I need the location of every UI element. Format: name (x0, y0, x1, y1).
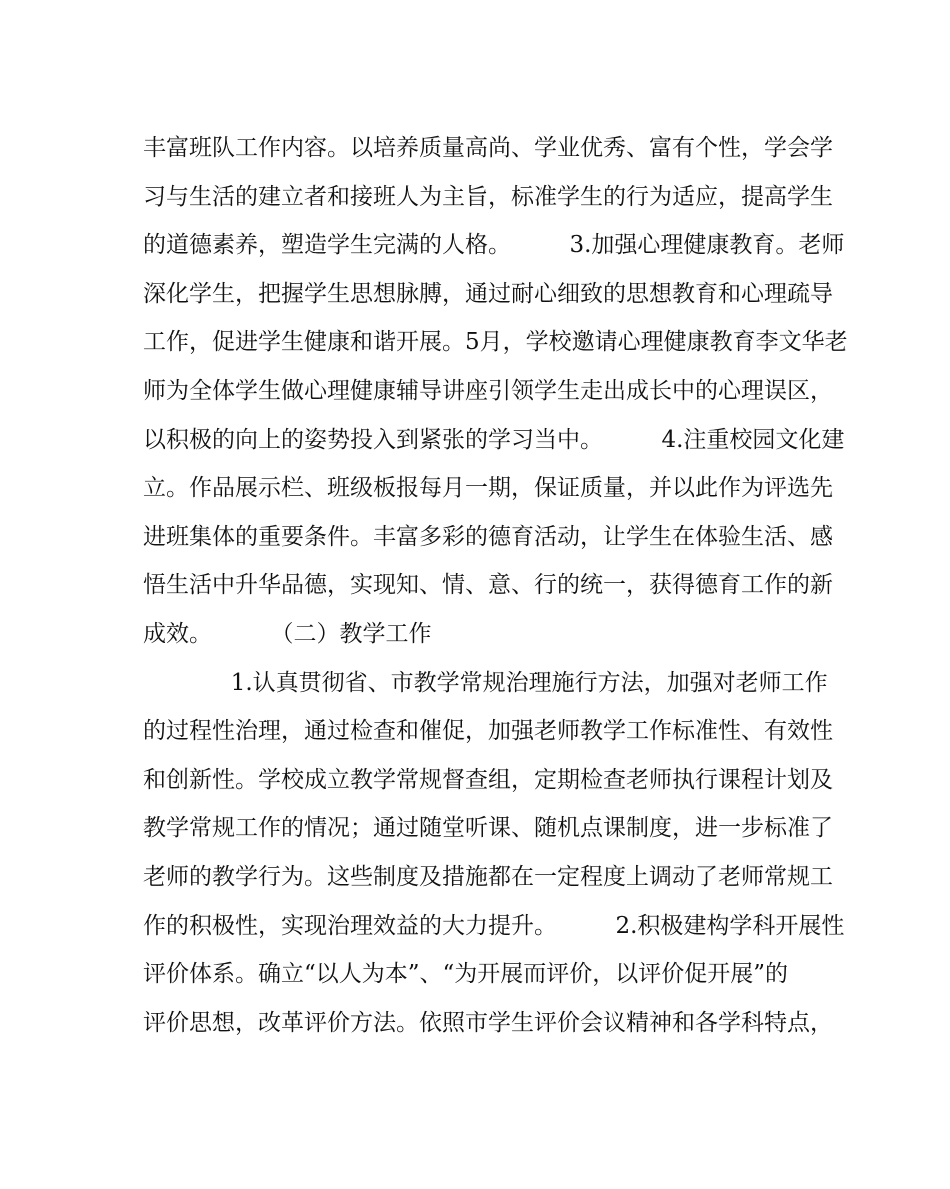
text-line-4: 深化学生，把握学生思想脉膊，通过耐心细致的思想教育和心理疏导 (143, 280, 833, 307)
text-line-13: 的过程性治理，通过检查和催促，加强老师教学工作标准性、有效性 (143, 718, 833, 745)
text-line-18: 评价体系。确立“以人为本”、“为开展而评价，以评价促开展”的 (143, 961, 789, 988)
text-line-10: 悟生活中升华品德，实现知、情、意、行的统一，获得德育工作的新 (143, 572, 833, 599)
text-line-12: 1.认真贯彻省、市教学常规治理施行方法，加强对老师工作 (143, 669, 828, 696)
text-line-1: 丰富班队工作内容。以培养质量高尚、学业优秀、富有个性，学会学 (143, 135, 833, 161)
text-line-17: 作的积极性，实现治理效益的大力提升。 2.积极建构学科开展性 (143, 912, 845, 939)
text-line-11: 成效。 （二）教学工作 (143, 620, 432, 647)
text-line-5: 工作，促进学生健康和谐开展。5月，学校邀请心理健康教育李文华老 (143, 329, 848, 356)
text-line-15: 教学常规工作的情况；通过随堂听课、随机点课制度，进一步标准了 (143, 815, 833, 842)
text-line-2: 习与生活的建立者和接班人为主旨，标准学生的行为适应，提高学生 (143, 183, 833, 210)
text-line-19: 评价思想，改革评价方法。依照市学生评价会议精神和各学科特点， (143, 1009, 833, 1036)
text-line-9: 进班集体的重要条件。丰富多彩的德育活动，让学生在体验生活、感 (143, 523, 833, 550)
text-line-14: 和创新性。学校成立教学常规督查组，定期检查老师执行课程计划及 (143, 766, 833, 793)
text-line-8: 立。作品展示栏、班级板报每月一期，保证质量，并以此作为评选先 (143, 475, 833, 502)
text-line-6: 师为全体学生做心理健康辅导讲座引领学生走出成长中的心理误区， (143, 377, 833, 404)
text-line-16: 老师的教学行为。这些制度及措施都在一定程度上调动了老师常规工 (143, 863, 833, 890)
text-line-3: 的道德素养，塑造学生完满的人格。 3.加强心理健康教育。老师 (143, 232, 845, 259)
body-text (143, 124, 848, 1047)
text-line-7: 以积极的向上的姿势投入到紧张的学习当中。 4.注重校园文化建 (143, 426, 845, 453)
